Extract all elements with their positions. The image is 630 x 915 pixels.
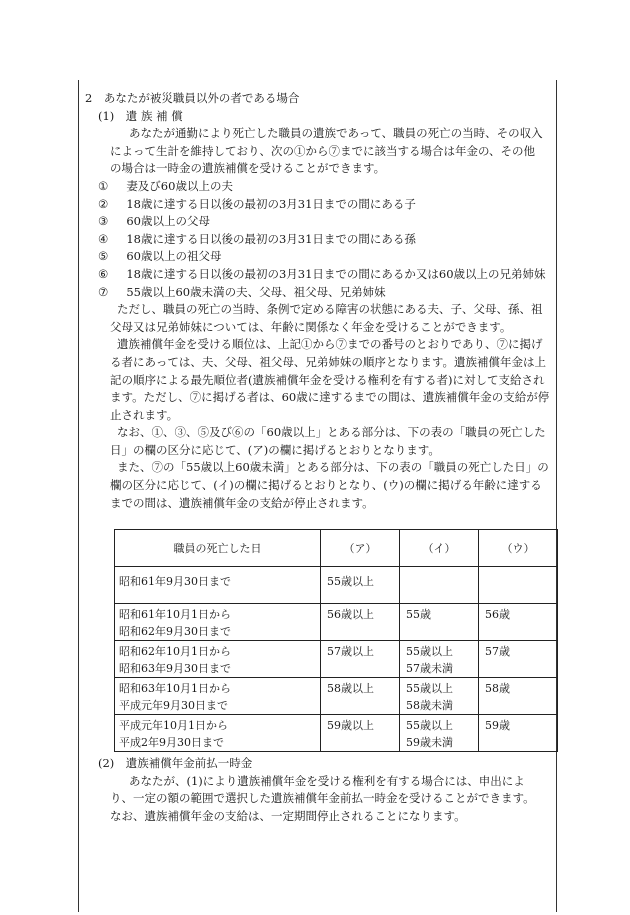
table-row — [115, 715, 558, 752]
age-table — [114, 529, 558, 752]
cell-u: 59歳 — [479, 715, 558, 752]
cell-a: 59歳以上 — [321, 715, 400, 752]
cell-u: 57歳 — [479, 641, 558, 678]
header-i: （イ） — [400, 530, 479, 567]
cell-i: 55歳以上 57歳未満 — [400, 641, 479, 678]
paragraph-line: 遺族補償年金を受ける順位は、上記①から⑦までの番号のとおりであり、⑦に掲げ — [117, 337, 543, 352]
paragraph-line: り、一定の額の範囲で選択した遺族補償年金前払一時金を受けることができます。 — [110, 791, 535, 806]
subsection-1-heading: (1) 遺 族 補 償 — [98, 108, 183, 123]
paragraph-line: なお、①、③、⑤及び⑥の「60歳以上」とある部分は、下の表の「職員の死亡した — [117, 425, 546, 440]
item-mark: ⑥ — [98, 266, 109, 281]
document-body — [79, 90, 549, 512]
item-text: 60歳以上の祖父母 — [126, 249, 222, 264]
list-item — [79, 266, 549, 284]
item-text: 18歳に達する日以後の最初の3月31日までの間にある孫 — [126, 231, 416, 246]
item-mark: ④ — [98, 231, 109, 246]
cell-date: 昭和62年10月1日から 昭和63年9月30日まで — [115, 641, 321, 678]
table-row — [115, 641, 558, 678]
paragraph-line: る者にあっては、夫、父母、祖父母、兄弟姉妹の順序となります。遺族補償年金は上 — [110, 354, 546, 369]
cell-i: 55歳以上 58歳未満 — [400, 678, 479, 715]
item-text: 18歳に達する日以後の最初の3月31日までの間にある子 — [126, 196, 416, 211]
paragraph-line: また、⑦の「55歳以上60歳未満」とある部分は、下の表の「職員の死亡した日」の — [117, 460, 549, 475]
table-row — [115, 567, 558, 604]
item-text: 60歳以上の父母 — [126, 214, 210, 229]
paragraph-line: 父母又は兄弟姉妹については、年齢に関係なく年金を受けることができます。 — [110, 319, 512, 334]
cell-date: 昭和61年9月30日まで — [115, 567, 321, 604]
cell-i: 55歳 — [400, 604, 479, 641]
header-a: （ア） — [321, 530, 400, 567]
list-item — [79, 178, 549, 196]
table-row — [115, 604, 558, 641]
item-text: 妻及び60歳以上の夫 — [126, 178, 233, 193]
list-item — [79, 248, 549, 266]
cell-u: 56歳 — [479, 604, 558, 641]
cell-i: 55歳以上 59歳未満 — [400, 715, 479, 752]
intro-line: によって生計を維持しており、次の①から⑦までに該当する場合は年金の、その他 — [110, 143, 536, 158]
cell-i — [400, 567, 479, 604]
list-item — [79, 284, 549, 302]
cell-a: 58歳以上 — [321, 678, 400, 715]
table-row — [115, 678, 558, 715]
list-item — [79, 213, 549, 231]
cell-u — [479, 567, 558, 604]
list-item — [79, 231, 549, 249]
table-header-row — [115, 530, 558, 567]
paragraph-line: あなたが、(1)により遺族補償年金を受ける権利を有する場合には、申出によ — [129, 773, 525, 788]
header-u: （ウ） — [479, 530, 558, 567]
paragraph-line: 欄の区分に応じて、(イ)の欄に掲げるとおりとなり、(ウ)の欄に掲げる年齢に達する — [110, 478, 542, 493]
subsection-2 — [79, 755, 549, 825]
subsection-2-heading: (2) 遺族補償年金前払一時金 — [98, 756, 253, 770]
paragraph-line: ただし、職員の死亡の当時、条例で定める障害の状態にある夫、子、父母、孫、祖 — [117, 302, 543, 317]
intro-line: あなたが通勤により死亡した職員の遺族であって、職員の死亡の当時、その収入 — [129, 126, 543, 141]
list-item — [79, 196, 549, 214]
cell-date: 平成元年10月1日から 平成2年9月30日まで — [115, 715, 321, 752]
item-mark: ② — [98, 196, 109, 211]
cell-a: 55歳以上 — [321, 567, 400, 604]
paragraph-line: ます。ただし、⑦に掲げる者は、60歳に達するまでの間は、遺族補償年金の支給が停 — [110, 390, 550, 405]
paragraph-line: 記の順序による最先順位者(遺族補償年金を受ける権利を有する者)に対して支給され — [110, 372, 545, 387]
cell-a: 56歳以上 — [321, 604, 400, 641]
item-text: 18歳に達する日以後の最初の3月31日までの間にあるか又は60歳以上の兄弟姉妹 — [126, 266, 546, 281]
item-mark: ① — [98, 178, 109, 193]
item-mark: ⑦ — [98, 284, 109, 299]
header-death-date: 職員の死亡した日 — [115, 530, 321, 567]
cell-u: 58歳 — [479, 678, 558, 715]
cell-a: 57歳以上 — [321, 641, 400, 678]
item-mark: ③ — [98, 214, 109, 229]
section-heading: 2 あなたが被災職員以外の者である場合 — [85, 91, 300, 105]
item-text: 55歳以上60歳未満の夫、父母、祖父母、兄弟姉妹 — [126, 284, 386, 299]
paragraph-line: なお、遺族補償年金の支給は、一定期間停止されることになります。 — [110, 808, 466, 823]
paragraph-line: 日」の欄の区分に応じて、(ア)の欄に掲げるとおりとなります。 — [110, 442, 440, 457]
item-mark: ⑤ — [98, 249, 109, 264]
cell-date: 昭和61年10月1日から 昭和62年9月30日まで — [115, 604, 321, 641]
cell-date: 昭和63年10月1日から 平成元年9月30日まで — [115, 678, 321, 715]
intro-line: の場合は一時金の遺族補償を受けることができます。 — [110, 161, 386, 176]
paragraph-line: 止されます。 — [110, 407, 179, 422]
paragraph-line: までの間は、遺族補償年金の支給が停止されます。 — [110, 495, 374, 510]
